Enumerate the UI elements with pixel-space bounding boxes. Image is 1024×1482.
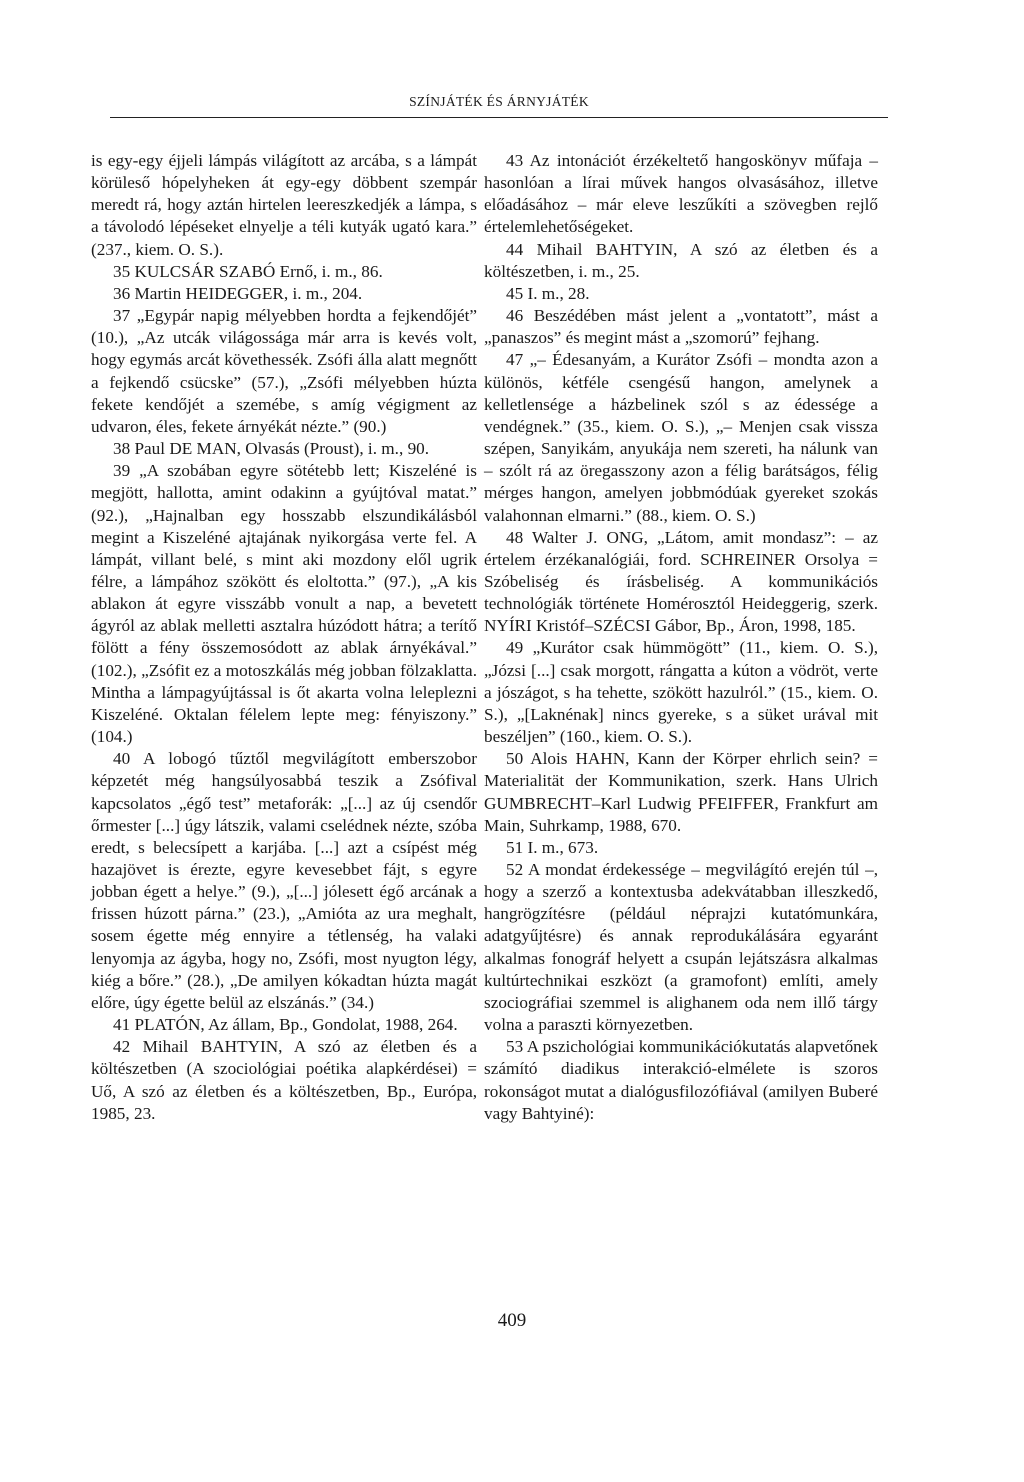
footnote-48: 48 Walter J. ONG, „Látom, amit mondasz”: – az értelem érzékanalógiái, ford. SCHREINER Orsolya = Szóbeliség és írásbeliség. A kommunikációs technológiák története Homérosztól Heideggerig, szerk. NYÍRI Kristóf–SZÉCSI Gábor, Bp., Áron, 1998, 185.: [484, 527, 878, 636]
footnote-52: 52 A mondat érdekessége – megvilágító erején túl –, hogy a szerző a kontextusba adekvátabban illeszkedő, hangrögzítésre (például néprajzi kutatómunkára, adatgyűjtésre) és annak reprodukálására egyaránt alkalmas fonográf helyett a csupán lejátszásra alkalmas kultúrtechnikai eszközt (a gramofont) említi, amely szociográfiai szemmel is alighanem oda nem illő tárgy volna a paraszti környezetben.: [484, 860, 878, 1035]
footnote-44: 44 Mihail BAHTYIN, A szó az életben és a költészetben, i. m., 25.: [484, 239, 878, 281]
footnote-47: 47 „– Édesanyám, a Kurátor Zsófi – mondta azon a különös, kétféle csengésű hangon, amelynek a kelletlensége a házbelinek szól s az édessége a vendégnek.” (35., kiem. O. S.), „– Menjen csak vissza szépen, Sanyikám, anyukája nem szereti, ha nálunk van – szólt rá az öregasszony azon a félig barátságos, félig mérges hangon, amelyen jobbmódúak gyereket szokás valahonnan elmarni.” (88., kiem. O. S.): [484, 350, 878, 525]
footnote-45: 45 I. m., 28.: [506, 283, 590, 303]
footnote-53: 53 A pszichológiai kommunikációkutatás alapvetőnek számító diadikus interakció-elmélete is szoros rokonságot mutat a dialógusfilozófiával (amilyen Buberé vagy Bahtyiné):: [484, 1037, 878, 1123]
footnote-43: 43 Az intonációt érzékeltető hangoskönyv műfaja – hasonlóan a lírai művek hangos olvasásához, illetve előadásához – már eleve leszűkíti a szövegben rejlő értelemlehetőségeket.: [484, 151, 878, 237]
right-column: [484, 150, 878, 1125]
page-number: 409: [497, 1310, 527, 1331]
footnote-50: 50 Alois HAHN, Kann der Körper ehrlich sein? = Materialität der Kommunikation, szerk. Hans Ulrich GUMBRECHT–Karl Ludwig PFEIFFER, Frankfurt am Main, Suhrkamp, 1988, 670.: [484, 749, 878, 835]
header-rule: [110, 117, 888, 118]
running-title: SZÍNJÁTÉK ÉS ÁRNYJÁTÉK: [409, 94, 589, 109]
footnote-40: 40 A lobogó tűztől megvilágított emberszobor képzetét még hangsúlyosabbá teszik a Zsófival kapcsolatos „égő test” metaforák: „[...] az új csendőr őrmester [...] úgy látszik, valami cselédnek nézte, szóba eredt, s belecsípett a karjába. [...] azt a csípést még hazajövet is érezte, egyre kevesebbet fájt, s egyre jobban égett a helye.” (9.), „[...] jólesett égő arcának a frissen húzott párna.” (23.), „Amióta az ura meghalt, sosem égette még ennyire a tétlenség, ha valaki lenyomja az ágyba, hogy no, Zsófi, most nyugton légy, kiég a bőre.” (28.), „De amilyen kókadtan húzta magát előre, úgy égette belül az elszánás.” (34.): [91, 749, 477, 1012]
left-column: [91, 150, 477, 1125]
footnote-38: 38 Paul DE MAN, Olvasás (Proust), i. m., 90.: [113, 439, 430, 459]
footnote-49: 49 „Kurátor csak hümmögött” (11., kiem. O. S.), „Józsi [...] csak morgott, rángatta a kúton a vödröt, verte a jószágot, s ha tehette, szökött hazulról.” (15., kiem. O. S.), „[Laknénak] nincs gyereke, s a süket urával mit beszéljen” (160., kiem. O. S.).: [484, 638, 878, 747]
footnote-51: 51 I. m., 673.: [506, 837, 599, 857]
footnote-36: 36 Martin HEIDEGGER, i. m., 204.: [113, 283, 363, 303]
footnote-41: 41 PLATÓN, Az állam, Bp., Gondolat, 1988, 264.: [113, 1015, 458, 1035]
footnote-37: 37 „Egypár napig mélyebben hordta a fejkendőjét” (10.), „Az utcák világossága már arra is kevés volt, hogy egymás arcát követhessék. Zsófi álla alatt megnőtt a fejkendő csücske” (57.), „Zsófi mélyebben húzta fekete kendőjét a szemébe, s amíg végigment az udvaron, éles, fekete árnyékát nézte.” (90.): [91, 306, 477, 436]
footnote-34-continuation: is egy-egy éjjeli lámpás világított az arcába, s a lámpát körüleső hópelyheken át egy-egy döbbent szempár meredt rá, hogy aztán hirtelen leereszkedjék a lámpa, s a távolodó lépéseket elnyelje a téli kutyák ugató kara.” (237., kiem. O. S.).: [91, 151, 477, 259]
footnote-39: 39 „A szobában egyre sötétebb lett; Kiszeléné is megjött, hallotta, amint odakinn a gyújtóval matat.” (92.), „Hajnalban egy hosszabb elszundikálásból megint a Kiszeléné ajtajának nyikorgása verte fel. A lámpát, villant belé, s mint aki mozdony elől ugrik félre, a lámpához szökött és eloltotta.” (97.), „A kis ablakon át egyre visszább vonult a nap, a bevetett ágyról az ablak melletti asztalra húzódott hátra; a terítő fölött a fény összemosódott az ablak árnyékával.” (102.), „Zsófit ez a motoszkálás még jobban fölzaklatta. Mintha a lámpagyújtással is őt akarta volna leleplezni Kiszeléné. Oktalan félelem lepte meg: fényiszony.” (104.): [91, 461, 477, 747]
footnote-35: 35 KULCSÁR SZABÓ Ernő, i. m., 86.: [113, 261, 383, 281]
footnote-46: 46 Beszédében mást jelent a „vontatott”, mást a „panaszos” és megint mást a „szomorú” fejhang.: [484, 306, 878, 348]
footnote-42: 42 Mihail BAHTYIN, A szó az életben és a költészetben (A szociológiai poétika alapkérdései) = Uő, A szó az életben és a költészetben, Bp., Európa, 1985, 23.: [91, 1037, 477, 1123]
